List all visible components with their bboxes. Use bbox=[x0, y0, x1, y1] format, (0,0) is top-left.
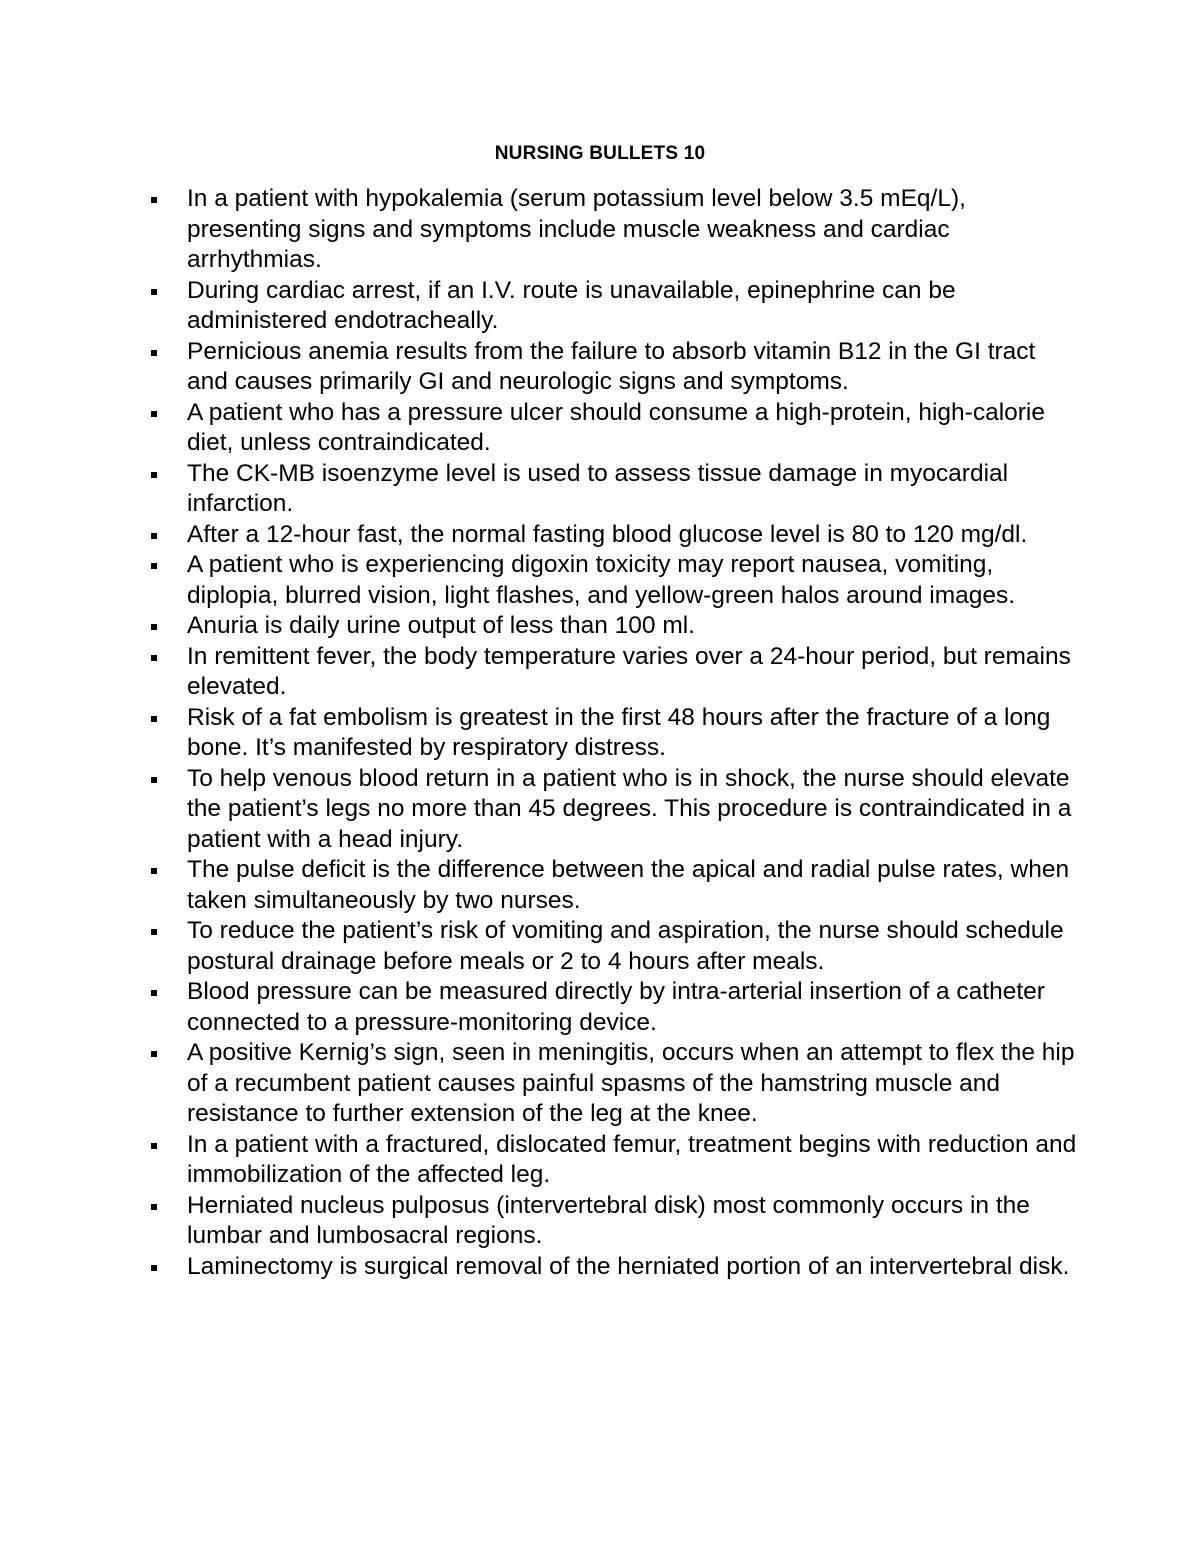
list-item bbox=[148, 764, 1078, 856]
list-item bbox=[148, 642, 1078, 703]
list-item bbox=[148, 1191, 1078, 1252]
square-bullet-icon bbox=[151, 777, 157, 783]
bullet-text: Anuria is daily urine output of less than 100 ml. bbox=[187, 612, 695, 639]
bullet-text: During cardiac arrest, if an I.V. route is unavailable, epinephrine can be administered endotracheally. bbox=[187, 276, 956, 334]
bullet-text: A patient who is experiencing digoxin toxicity may report nausea, vomiting, diplopia, blurred vision, light flashes, and yellow-green halos around images. bbox=[187, 551, 1016, 609]
bullet-text: Risk of a fat embolism is greatest in the first 48 hours after the fracture of a long bone. It’s manifested by respiratory distress. bbox=[187, 703, 1051, 761]
list-item bbox=[148, 916, 1078, 977]
list-item bbox=[148, 184, 1078, 276]
square-bullet-icon bbox=[151, 990, 157, 996]
square-bullet-icon bbox=[151, 1143, 157, 1149]
square-bullet-icon bbox=[151, 533, 157, 539]
bullet-text: To help venous blood return in a patient who is in shock, the nurse should elevate the patient’s legs no more than 45 degrees. This procedure is contraindicated in a patient with a head injury. bbox=[187, 764, 1072, 853]
square-bullet-icon bbox=[151, 563, 157, 569]
square-bullet-icon bbox=[151, 197, 157, 203]
square-bullet-icon bbox=[151, 472, 157, 478]
bullet-text: In a patient with hypokalemia (serum potassium level below 3.5 mEq/L), presenting signs and symptoms include muscle weakness and cardiac arrhythmias. bbox=[187, 185, 966, 273]
square-bullet-icon bbox=[151, 1051, 157, 1057]
square-bullet-icon bbox=[151, 624, 157, 630]
bullet-text: Laminectomy is surgical removal of the herniated portion of an intervertebral disk. bbox=[187, 1252, 1070, 1280]
list-item bbox=[148, 855, 1078, 916]
square-bullet-icon bbox=[151, 1265, 157, 1271]
bullet-text: The CK-MB isoenzyme level is used to assess tissue damage in myocardial infarction. bbox=[187, 459, 1009, 517]
square-bullet-icon bbox=[151, 868, 157, 874]
list-item bbox=[148, 611, 1078, 642]
bullet-list bbox=[148, 184, 1078, 1282]
list-item bbox=[148, 337, 1078, 398]
bullet-text: The pulse deficit is the difference between the apical and radial pulse rates, when taken simultaneously by two nurses. bbox=[187, 856, 1070, 914]
list-item bbox=[148, 1038, 1078, 1130]
square-bullet-icon bbox=[151, 411, 157, 417]
bullet-text: A patient who has a pressure ulcer should consume a high-protein, high-calorie diet, unless contraindicated. bbox=[187, 398, 1046, 456]
square-bullet-icon bbox=[151, 1204, 157, 1210]
list-item bbox=[148, 520, 1078, 551]
list-item bbox=[148, 398, 1078, 459]
square-bullet-icon bbox=[151, 350, 157, 356]
square-bullet-icon bbox=[151, 655, 157, 661]
bullet-text: To reduce the patient’s risk of vomiting and aspiration, the nurse should schedule postural drainage before meals or 2 to 4 hours after meals. bbox=[187, 917, 1064, 975]
bullet-text: After a 12-hour fast, the normal fasting blood glucose level is 80 to 120 mg/dl. bbox=[187, 520, 1028, 548]
list-item bbox=[148, 1252, 1078, 1283]
bullet-text: A positive Kernig’s sign, seen in meningitis, occurs when an attempt to flex the hip of a recumbent patient causes painful spasms of the hamstring muscle and resistance to further extension of the leg at the knee. bbox=[187, 1039, 1075, 1127]
bullet-text: Pernicious anemia results from the failure to absorb vitamin B12 in the GI tract and causes primarily GI and neurologic signs and symptoms. bbox=[187, 337, 1036, 395]
list-item bbox=[148, 550, 1078, 611]
bullet-text: In remittent fever, the body temperature varies over a 24-hour period, but remains elevated. bbox=[187, 642, 1071, 700]
bullet-text: Blood pressure can be measured directly by intra-arterial insertion of a catheter connected to a pressure-monitoring device. bbox=[187, 978, 1045, 1036]
square-bullet-icon bbox=[151, 716, 157, 722]
list-item bbox=[148, 276, 1078, 337]
list-item bbox=[148, 703, 1078, 764]
page-title: NURSING BULLETS 10 bbox=[494, 143, 706, 164]
list-item bbox=[148, 1130, 1078, 1191]
square-bullet-icon bbox=[151, 929, 157, 935]
list-item bbox=[148, 977, 1078, 1038]
square-bullet-icon bbox=[151, 289, 157, 295]
list-item bbox=[148, 459, 1078, 520]
bullet-text: In a patient with a fractured, dislocated femur, treatment begins with reduction and immobilization of the affected leg. bbox=[187, 1130, 1077, 1188]
bullet-text: Herniated nucleus pulposus (intervertebral disk) most commonly occurs in the lumbar and lumbosacral regions. bbox=[187, 1191, 1030, 1249]
